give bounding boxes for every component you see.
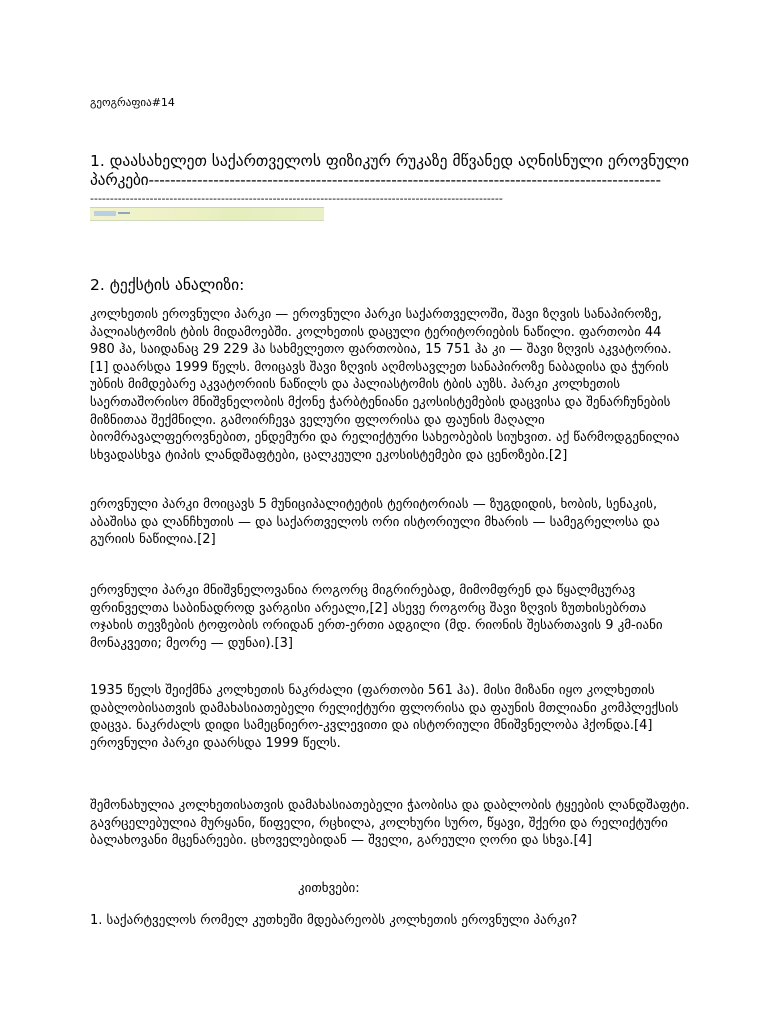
map-scale-mark — [118, 212, 130, 214]
answer-dash-line: -------------------------------------------------------------------------------------------------------- — [90, 192, 503, 205]
paragraph-5: შემონახულია კოლხეთისათვის დამახასიათებელი ჭაობისა და დაბლობის ტყეების ლანდშაფტი. გავრცელებულია მურყანი, წიფელი, რცხილა, კოლხური სურო, წყავი, შქერი და რელიქტური ბალახოვანი მცენარეები. ცხოველებიდან — შველი, გარეული ღორი და სხვა.[4] — [90, 798, 690, 849]
question-1-line-1: 1. დაასახელეთ საქართველოს ფიზიკურ რუკაზე მწვანედ აღნისნული ეროვნული — [90, 152, 689, 170]
questions-heading: კითხვები: — [298, 881, 360, 896]
question-2-title: 2. ტექსტის ანალიზი: — [90, 276, 245, 294]
map-sea-area — [94, 211, 116, 216]
question-1 — [90, 152, 689, 190]
question-item: 1. საქარტველოს რომელ კუთხეში მდებარეობს კოლხეთის ეროვნული პარკი? — [90, 913, 578, 928]
paragraph-3: ეროვნული პარკი მნიშვნელოვანია როგორც მიგრირებად, მიმომფრენ და წყალმცურავ ფრინველთა საბინადროდ ვარგისი არეალი,[2] ასევე როგორც შავი ზღვის ზუთხისებრთა ოჯახის თევზების ტოფობის ორიდან ერთ-ერთი ადგილი (მდ. რიონის შესართავის 9 კმ-იანი მონაკვეთი; მეორე — დუნაი).[3] — [90, 583, 663, 651]
map-image — [90, 207, 324, 221]
document-header: გეოგრაფია#14 — [90, 96, 175, 109]
paragraph-2: ეროვნული პარკი მოიცავს 5 მუნიციპალიტეტის ტერიტორიას — ზუგდიდის, ხობის, სენაკის, აბაშისა და ლანჩხუთის — და საქართველოს ორი ისტორიული მხარის — სამეგრელოსა და გურიის ნაწილია.[2] — [90, 497, 660, 548]
paragraph-4: 1935 წელს შეიქმნა კოლხეთის ნაკრძალი (ფართობი 561 ჰა). მისი მიზანი იყო კოლხეთის დაბლობისათვის დამახასიათებელი რელიქტური ფლორისა და ფაუნის მთლიანი კომპლექსის დაცვა. ნაკრძალს დიდი სამეცნიერო-კვლევითი და ისტორიული მნიშვნელობა ჰქონდა.[4] ეროვნული პარკი დაარსდა 1999 წელს. — [90, 683, 679, 751]
paragraph-1: კოლხეთის ეროვნული პარკი — ეროვნული პარკი საქართველოში, შავი ზღვის სანაპიროზე, პალიასტომის ტბის მიდამოებში. კოლხეთის დაცული ტერიტორიების ნაწილი. ფართობი 44 980 ჰა, საიდანაც 29 229 ჰა სახმელეთო ფართობია, 15 751 ჰა კი — შავი ზღვის აკვატორია.[1] დაარსდა 1999 წელს. მოიცავს შავი ზღვის აღმოსავლეთ სანაპიროზე ნაბადისა და ჭურის უბნის მიმდებარე აკვატორიის ნაწილს და პალიასტომის ტბის აუზს. პარკი კოლხეთის საერთაშორისო მნიშვნელობის მქონე ჭარბტენიანი ეკოსისტემების დაცვისა და შენარჩუნების მიზნითაა შექმნილი. გამოირჩევა ველური ფლორისა და ფაუნის მაღალი ბიომრავალფეროვნებით, ენდემური და რელიქტური სახეობების სიუხვით. აქ წარმოდგენილია სხვადასხვა ტიპის ლანდშაფტები, ცალკეული ეკოსისტემები და ცენოზები.[2] — [90, 307, 680, 463]
question-1-line-2: პარკები----------------------------------------------------------------------------------------------- — [90, 171, 661, 189]
